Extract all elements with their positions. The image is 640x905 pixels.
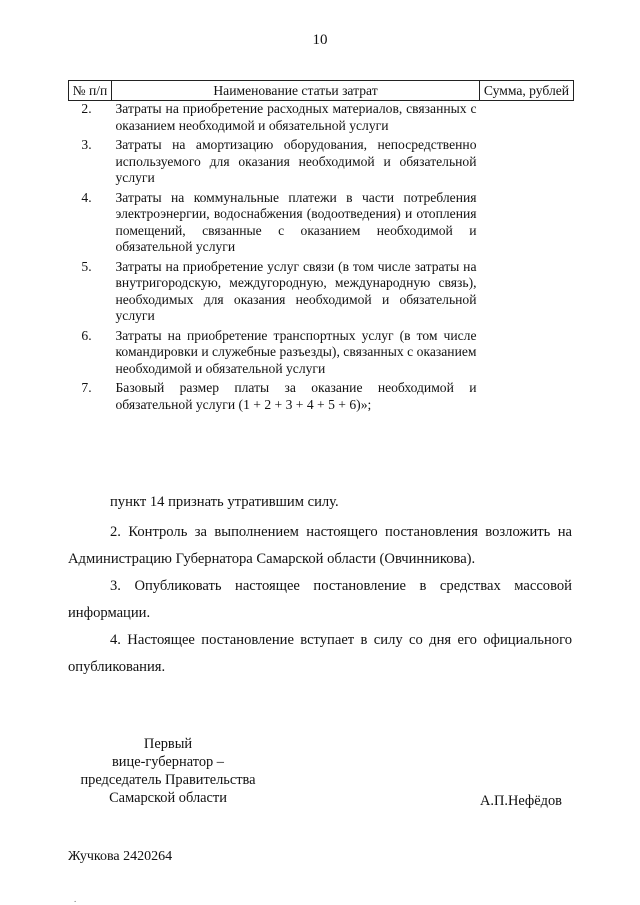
- table-row: [69, 190, 574, 259]
- row-number: 6.: [81, 327, 92, 343]
- row-text: Затраты на приобретение расходных материалов, связанных с оказанием необходимой и обязательной услуги: [115, 101, 477, 133]
- signatory-line-1: Первый: [143, 736, 193, 752]
- table-row: [69, 380, 574, 416]
- signatory-name: А.П.Нефёдов: [480, 793, 562, 809]
- signatory-position: [68, 735, 268, 807]
- footer-mark: .: [74, 894, 77, 904]
- table-row: [69, 328, 574, 381]
- signatory-line-2: вице-губернатор –: [112, 754, 224, 770]
- paragraph-control: 2. Контроль за выполнением настоящего постановления возложить на Администрацию Губернатора Самарской области (Овчинникова).: [68, 524, 572, 567]
- row-sum: [480, 137, 574, 190]
- row-text: Затраты на амортизацию оборудования, непосредственно используемого для оказания необходимой и обязательной услуги: [115, 137, 477, 185]
- row-number: 5.: [81, 258, 92, 274]
- header-name: Наименование статьи затрат: [112, 81, 480, 101]
- row-sum: [480, 101, 574, 138]
- row-sum: [480, 190, 574, 259]
- table-row: [69, 137, 574, 190]
- row-number: 4.: [81, 189, 92, 205]
- paragraph-effective: 4. Настоящее постановление вступает в силу со дня его официального опубликования.: [68, 632, 572, 675]
- cost-items-table: [68, 80, 574, 416]
- page-number: 10: [312, 32, 328, 48]
- row-text: Затраты на коммунальные платежи в части потребления электроэнергии, водоснабжения (водоотведения) и отопления помещений, связанные с оказанием необходимой и обязательной услуги: [115, 189, 477, 254]
- row-sum: [480, 380, 574, 416]
- header-num: № п/п: [69, 81, 112, 101]
- row-number: 7.: [81, 380, 92, 395]
- row-text: Затраты на приобретение транспортных услуг (в том числе командировки и служебные разъезды), связанных с оказанием необходимой и обязательной услуги: [115, 327, 477, 376]
- table-row: [69, 259, 574, 328]
- paragraph-publish: 3. Опубликовать настоящее постановление в средствах массовой информации.: [68, 578, 572, 621]
- row-sum: [480, 328, 574, 381]
- signatory-line-4: Самарской области: [109, 790, 227, 806]
- row-number: 2.: [81, 101, 92, 116]
- paragraph-item-14: пункт 14 признать утратившим силу.: [110, 494, 339, 510]
- row-text: Затраты на приобретение услуг связи (в том числе затраты на внутригородскую, междугородную, международную связь), необходимых для оказания необходимой и обязательной услуги: [115, 258, 477, 323]
- table-row: [69, 101, 574, 138]
- row-number: 3.: [81, 137, 92, 152]
- signatory-line-3: председатель Правительства: [80, 772, 256, 788]
- executor-info: Жучкова 2420264: [68, 849, 173, 864]
- row-text: Базовый размер платы за оказание необходимой и обязательной услуги (1 + 2 + 3 + 4 + 5 + 6)»;: [115, 380, 477, 412]
- header-sum: Сумма, рублей: [480, 81, 574, 101]
- table-header-row: [69, 81, 574, 101]
- row-sum: [480, 259, 574, 328]
